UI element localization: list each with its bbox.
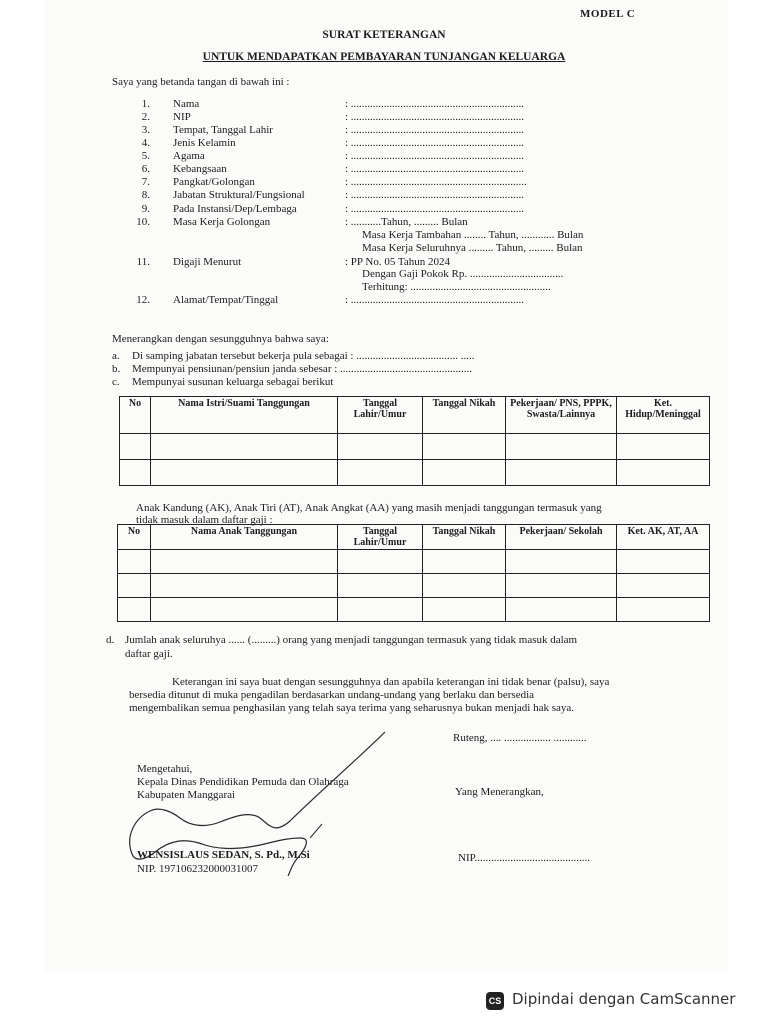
table2-header-ket: Ket. AK, AT, AA <box>617 525 710 550</box>
document-title: SURAT KETERANGAN <box>322 29 446 41</box>
model-label: MODEL C <box>580 8 636 20</box>
field-label: Nama <box>173 98 200 110</box>
field-label: Pada Instansi/Dep/Lembaga <box>173 203 297 215</box>
table2-header-no: No <box>118 525 151 550</box>
table1-header-nama: Nama Istri/Suami Tanggungan <box>151 397 338 434</box>
field-number: 2. <box>141 111 150 123</box>
table1-header-tanggal-lahir: Tanggal Lahir/Umur <box>338 397 423 434</box>
children-table <box>117 524 710 622</box>
field-label: Digaji Menurut <box>173 256 242 268</box>
field-label: Jenis Kelamin <box>173 137 236 149</box>
place-date: Ruteng, .... ................. ............ <box>453 732 587 744</box>
field-label: Pangkat/Golongan <box>173 176 255 188</box>
masa-kerja-tambahan: Masa Kerja Tambahan ........ Tahun, ............ Bulan <box>362 229 584 241</box>
field-label: Kebangsaan <box>173 163 227 175</box>
field-value: : ...........Tahun, ......... Bulan <box>345 216 468 228</box>
official-name: WENSISLAUS SEDAN, S. Pd., M.Si <box>137 849 310 861</box>
point-a-text: Di samping jabatan tersebut bekerja pula sebagai : ..................................... ..... <box>132 350 475 362</box>
field-value: : ............................................................... <box>345 163 525 175</box>
field-number: 3. <box>141 124 150 136</box>
table-row <box>120 434 710 460</box>
field-value: : ............................................................... <box>345 137 525 149</box>
mengetahui-label: Mengetahui, <box>137 763 193 775</box>
table1-header-ket: Ket. Hidup/Meninggal <box>617 397 710 434</box>
field-number: 9. <box>141 203 150 215</box>
statement-line1: Keterangan ini saya buat dengan sesungguhnya dan apabila keterangan ini tidak benar (palsu), saya <box>172 676 610 688</box>
table1-header-pekerjaan: Pekerjaan/ PNS, PPPK, Swasta/Lainnya <box>506 397 617 434</box>
table2-header-tanggal-lahir: Tanggal Lahir/Umur <box>338 525 423 550</box>
field-number: 5. <box>141 150 150 162</box>
field-label: Masa Kerja Golongan <box>173 216 271 228</box>
point-c-letter: c. <box>112 376 120 388</box>
field-value: : ............................................................... <box>345 98 525 110</box>
field-number: 1. <box>141 98 150 110</box>
camscanner-icon: CS <box>486 992 504 1010</box>
field-value: : ................................................................ <box>345 176 527 188</box>
document-subtitle: UNTUK MENDAPATKAN PEMBAYARAN TUNJANGAN KELUARGA <box>202 51 566 63</box>
field-value: : ............................................................... <box>345 111 525 123</box>
table2-header-nama: Nama Anak Tanggungan <box>151 525 338 550</box>
field-number: 8. <box>141 189 150 201</box>
table1-header-no: No <box>120 397 151 434</box>
scanner-footer <box>470 982 768 1024</box>
camscanner-watermark: Dipindai dengan CamScanner <box>512 990 736 1008</box>
declarant-nip: NIP.......................................... <box>458 852 591 864</box>
intro-text: Saya yang betanda tangan di bawah ini : <box>112 76 290 88</box>
menerangkan-text: Menerangkan dengan sesungguhnya bahwa saya: <box>112 333 329 345</box>
field-value: : PP No. 05 Tahun 2024 <box>345 256 450 268</box>
statement-line2: bersedia ditunut di muka pengadilan berdasarkan undang-undang yang berlaku dan bersedia <box>129 689 535 701</box>
field-number: 12. <box>136 294 150 306</box>
table1-header-tanggal-nikah: Tanggal Nikah <box>423 397 506 434</box>
point-c-text: Mempunyai susunan keluarga sebagai berikut <box>132 376 334 388</box>
point-a-letter: a. <box>112 350 120 362</box>
point-d-line2: daftar gaji. <box>125 648 173 660</box>
official-nip: NIP. 197106232000031007 <box>137 863 259 875</box>
yang-menerangkan-label: Yang Menerangkan, <box>455 786 544 798</box>
field-value: : ............................................................... <box>345 189 525 201</box>
point-d-letter: d. <box>106 634 115 646</box>
table-row <box>120 460 710 486</box>
table2-header-tanggal-nikah: Tanggal Nikah <box>423 525 506 550</box>
field-label: Alamat/Tempat/Tinggal <box>173 294 279 306</box>
kepala-dinas-title: Kepala Dinas Pendidikan Pemuda dan Olahraga <box>137 776 349 788</box>
field-value: : ............................................................... <box>345 150 525 162</box>
kabupaten-label: Kabupaten Manggarai <box>137 789 236 801</box>
table-row <box>118 550 710 574</box>
field-number: 10. <box>136 216 150 228</box>
terhitung: Terhitung: ................................................... <box>362 281 551 293</box>
point-b-letter: b. <box>112 363 121 375</box>
field-number: 4. <box>141 137 150 149</box>
field-label: NIP <box>173 111 191 123</box>
table-row <box>118 598 710 622</box>
anak-text-line1: Anak Kandung (AK), Anak Tiri (AT), Anak Angkat (AA) yang masih menjadi tanggungan termasuk yang <box>136 502 602 514</box>
field-value: : ............................................................... <box>345 203 525 215</box>
field-value: : ............................................................... <box>345 124 525 136</box>
field-label: Agama <box>173 150 205 162</box>
anak-text-line2: tidak masuk dalam daftar gaji : <box>136 514 273 526</box>
field-label: Jabatan Struktural/Fungsional <box>173 189 305 201</box>
gaji-pokok: Dengan Gaji Pokok Rp. .................................. <box>362 268 564 280</box>
field-number: 7. <box>141 176 150 188</box>
family-table <box>119 396 710 486</box>
table-row <box>118 574 710 598</box>
field-label: Tempat, Tanggal Lahir <box>173 124 273 136</box>
statement-line3: mengembalikan semua penghasilan yang telah saya terima yang seharusnya bukan menjadi hak saya. <box>129 702 575 714</box>
field-value: : ............................................................... <box>345 294 525 306</box>
field-number: 6. <box>141 163 150 175</box>
point-d-line1: Jumlah anak seluruhya ...... (.........) orang yang menjadi tanggungan termasuk yang tidak masuk dalam <box>125 634 578 646</box>
table2-header-pekerjaan: Pekerjaan/ Sekolah <box>506 525 617 550</box>
field-number: 11. <box>136 256 150 268</box>
masa-kerja-seluruhnya: Masa Kerja Seluruhnya ......... Tahun, ......... Bulan <box>362 242 583 254</box>
point-b-text: Mempunyai pensiunan/pensiun janda sebesar : ................................................ <box>132 363 473 375</box>
